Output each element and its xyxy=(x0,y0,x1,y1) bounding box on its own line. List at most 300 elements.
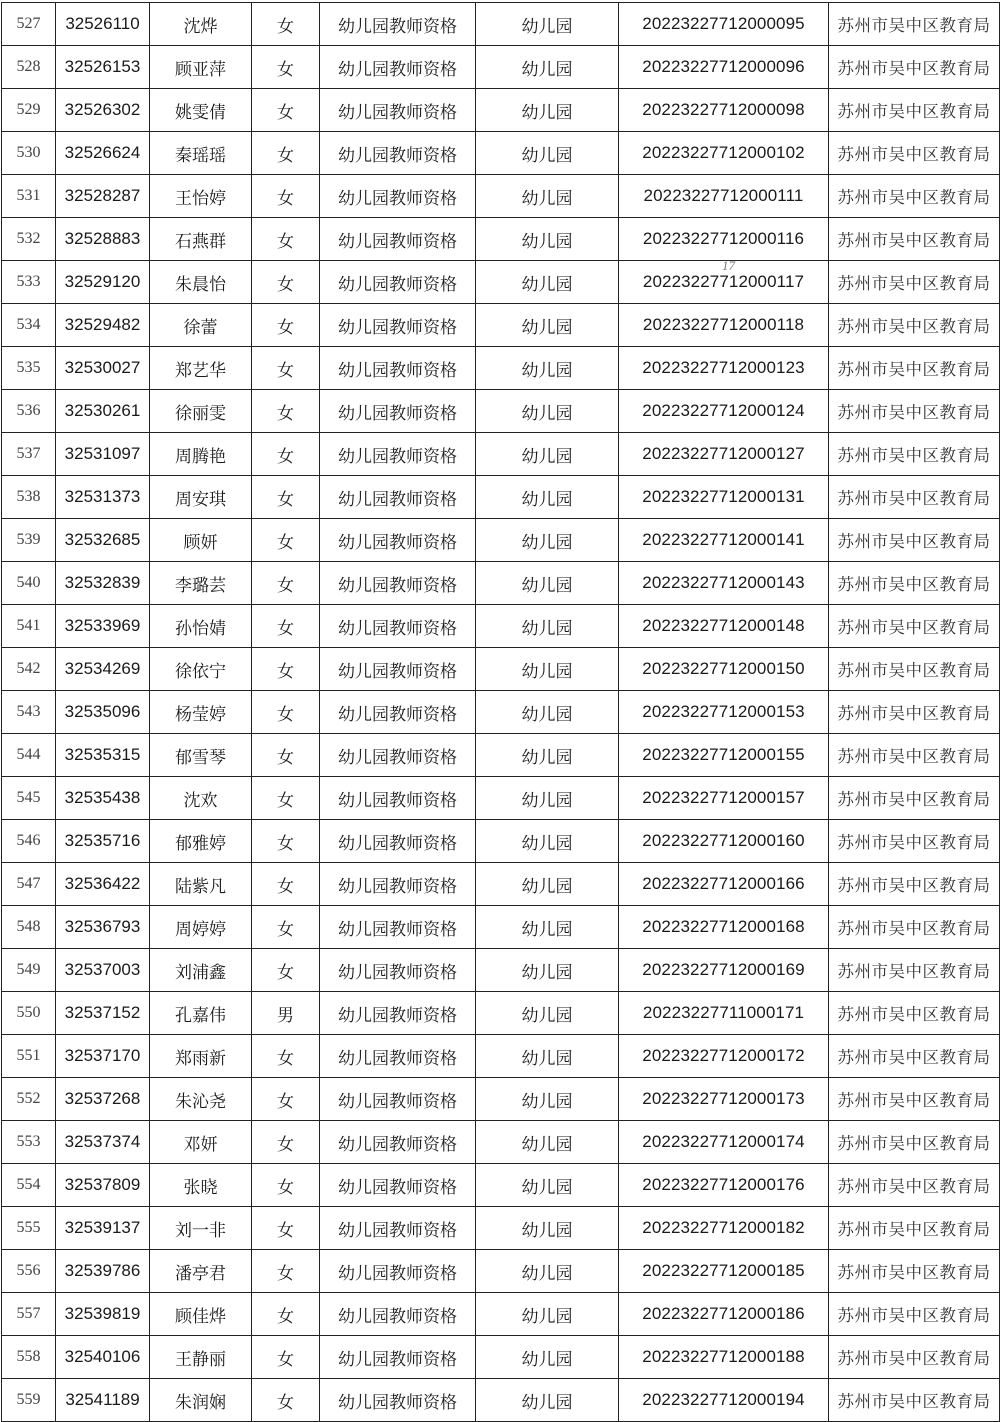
cell-cert-number: 20223227712000098 xyxy=(619,89,829,132)
cell-exam-number: 32528287 xyxy=(56,175,150,218)
cell-cert-number: 20223227712000157 xyxy=(619,777,829,820)
cell-seq: 551 xyxy=(2,1035,56,1078)
cell-gender: 女 xyxy=(252,1379,320,1422)
cell-name: 周腾艳 xyxy=(150,433,252,476)
cell-cert-number: 20223227712000173 xyxy=(619,1078,829,1121)
cell-name: 徐丽雯 xyxy=(150,390,252,433)
cell-cert-type: 幼儿园教师资格 xyxy=(320,175,476,218)
cell-issuing-org: 苏州市吴中区教育局 xyxy=(829,3,1000,46)
cell-exam-number: 32533969 xyxy=(56,605,150,648)
cell-name: 沈欢 xyxy=(150,777,252,820)
cell-cert-type: 幼儿园教师资格 xyxy=(320,734,476,777)
cell-cert-number: 20223227711000171 xyxy=(619,992,829,1035)
cell-name: 刘浦鑫 xyxy=(150,949,252,992)
cell-exam-number: 32529120 xyxy=(56,261,150,304)
cell-subject: 幼儿园 xyxy=(476,949,619,992)
cell-exam-number: 32537268 xyxy=(56,1078,150,1121)
table-body xyxy=(2,3,1000,1422)
cell-gender: 女 xyxy=(252,46,320,89)
cell-seq: 549 xyxy=(2,949,56,992)
cell-name: 王静丽 xyxy=(150,1336,252,1379)
cell-exam-number: 32539137 xyxy=(56,1207,150,1250)
cell-subject: 幼儿园 xyxy=(476,1379,619,1422)
cell-cert-type: 幼儿园教师资格 xyxy=(320,1121,476,1164)
table-row xyxy=(2,476,1000,519)
cell-subject: 幼儿园 xyxy=(476,1336,619,1379)
cell-seq: 535 xyxy=(2,347,56,390)
cell-exam-number: 32536422 xyxy=(56,863,150,906)
table-row xyxy=(2,433,1000,476)
cell-cert-type: 幼儿园教师资格 xyxy=(320,906,476,949)
cell-exam-number: 32535716 xyxy=(56,820,150,863)
cell-name: 张晓 xyxy=(150,1164,252,1207)
cell-name: 陆紫凡 xyxy=(150,863,252,906)
cell-subject: 幼儿园 xyxy=(476,1207,619,1250)
cell-gender: 女 xyxy=(252,304,320,347)
cell-seq: 532 xyxy=(2,218,56,261)
cell-cert-number: 20223227712000150 xyxy=(619,648,829,691)
cell-seq: 544 xyxy=(2,734,56,777)
cell-name: 邓妍 xyxy=(150,1121,252,1164)
cell-gender: 女 xyxy=(252,218,320,261)
cell-name: 顾亚萍 xyxy=(150,46,252,89)
cell-seq: 558 xyxy=(2,1336,56,1379)
cell-issuing-org: 苏州市吴中区教育局 xyxy=(829,734,1000,777)
cell-name: 孔嘉伟 xyxy=(150,992,252,1035)
cell-gender: 女 xyxy=(252,906,320,949)
cell-cert-number: 20223227712000182 xyxy=(619,1207,829,1250)
table-row xyxy=(2,777,1000,820)
cell-cert-type: 幼儿园教师资格 xyxy=(320,1336,476,1379)
cell-seq: 556 xyxy=(2,1250,56,1293)
cell-cert-number: 20223227712000141 xyxy=(619,519,829,562)
cell-cert-type: 幼儿园教师资格 xyxy=(320,218,476,261)
cell-name: 周婷婷 xyxy=(150,906,252,949)
cell-gender: 女 xyxy=(252,390,320,433)
cell-issuing-org: 苏州市吴中区教育局 xyxy=(829,1078,1000,1121)
cell-seq: 550 xyxy=(2,992,56,1035)
cell-cert-type: 幼儿园教师资格 xyxy=(320,648,476,691)
cell-name: 李璐芸 xyxy=(150,562,252,605)
cell-exam-number: 32535315 xyxy=(56,734,150,777)
cell-name: 朱沁尧 xyxy=(150,1078,252,1121)
cell-subject: 幼儿园 xyxy=(476,132,619,175)
cell-cert-type: 幼儿园教师资格 xyxy=(320,304,476,347)
cell-seq: 555 xyxy=(2,1207,56,1250)
cell-exam-number: 32532839 xyxy=(56,562,150,605)
cell-seq: 529 xyxy=(2,89,56,132)
cell-issuing-org: 苏州市吴中区教育局 xyxy=(829,1035,1000,1078)
cell-exam-number: 32537809 xyxy=(56,1164,150,1207)
teacher-certificate-table xyxy=(1,2,1000,1422)
cell-cert-number: 20223227712000172 xyxy=(619,1035,829,1078)
cell-name: 郁雪琴 xyxy=(150,734,252,777)
cell-subject: 幼儿园 xyxy=(476,347,619,390)
cell-issuing-org: 苏州市吴中区教育局 xyxy=(829,648,1000,691)
cell-seq: 539 xyxy=(2,519,56,562)
cell-seq: 531 xyxy=(2,175,56,218)
cell-cert-type: 幼儿园教师资格 xyxy=(320,605,476,648)
cell-issuing-org: 苏州市吴中区教育局 xyxy=(829,992,1000,1035)
cell-gender: 女 xyxy=(252,1293,320,1336)
cell-issuing-org: 苏州市吴中区教育局 xyxy=(829,1379,1000,1422)
cell-seq: 547 xyxy=(2,863,56,906)
cell-issuing-org: 苏州市吴中区教育局 xyxy=(829,1164,1000,1207)
cell-subject: 幼儿园 xyxy=(476,89,619,132)
cell-cert-type: 幼儿园教师资格 xyxy=(320,347,476,390)
cell-name: 刘一非 xyxy=(150,1207,252,1250)
cell-subject: 幼儿园 xyxy=(476,777,619,820)
table-row xyxy=(2,691,1000,734)
cell-exam-number: 32541189 xyxy=(56,1379,150,1422)
table-row xyxy=(2,3,1000,46)
cell-exam-number: 32530261 xyxy=(56,390,150,433)
cell-cert-number: 20223227712000131 xyxy=(619,476,829,519)
cell-issuing-org: 苏州市吴中区教育局 xyxy=(829,218,1000,261)
cell-gender: 女 xyxy=(252,132,320,175)
table-row xyxy=(2,906,1000,949)
cell-cert-type: 幼儿园教师资格 xyxy=(320,1035,476,1078)
cell-name: 姚雯倩 xyxy=(150,89,252,132)
cell-gender: 女 xyxy=(252,1207,320,1250)
table-row xyxy=(2,605,1000,648)
cell-subject: 幼儿园 xyxy=(476,476,619,519)
cell-exam-number: 32537003 xyxy=(56,949,150,992)
cell-subject: 幼儿园 xyxy=(476,906,619,949)
cell-cert-type: 幼儿园教师资格 xyxy=(320,46,476,89)
cell-gender: 女 xyxy=(252,562,320,605)
cell-issuing-org: 苏州市吴中区教育局 xyxy=(829,304,1000,347)
cell-gender: 女 xyxy=(252,691,320,734)
cell-name: 王怡婷 xyxy=(150,175,252,218)
table-row xyxy=(2,734,1000,777)
cell-gender: 女 xyxy=(252,175,320,218)
cell-gender: 女 xyxy=(252,347,320,390)
cell-exam-number: 32532685 xyxy=(56,519,150,562)
cell-cert-number: 20223227712000116 xyxy=(619,218,829,261)
table-row xyxy=(2,175,1000,218)
cell-subject: 幼儿园 xyxy=(476,519,619,562)
table-row xyxy=(2,1078,1000,1121)
table-row xyxy=(2,1250,1000,1293)
cell-cert-type: 幼儿园教师资格 xyxy=(320,89,476,132)
cell-cert-number: 20223227712000118 xyxy=(619,304,829,347)
cell-name: 潘亭君 xyxy=(150,1250,252,1293)
cell-exam-number: 32529482 xyxy=(56,304,150,347)
cell-seq: 559 xyxy=(2,1379,56,1422)
cell-cert-type: 幼儿园教师资格 xyxy=(320,691,476,734)
cell-cert-type: 幼儿园教师资格 xyxy=(320,519,476,562)
cell-cert-number: 20223227712000194 xyxy=(619,1379,829,1422)
cell-cert-type: 幼儿园教师资格 xyxy=(320,992,476,1035)
cell-gender: 女 xyxy=(252,89,320,132)
cell-seq: 548 xyxy=(2,906,56,949)
cell-exam-number: 32531097 xyxy=(56,433,150,476)
cell-issuing-org: 苏州市吴中区教育局 xyxy=(829,1293,1000,1336)
cell-issuing-org: 苏州市吴中区教育局 xyxy=(829,89,1000,132)
cell-cert-number: 20223227712000153 xyxy=(619,691,829,734)
cell-subject: 幼儿园 xyxy=(476,1035,619,1078)
cell-gender: 女 xyxy=(252,1078,320,1121)
cell-exam-number: 32535438 xyxy=(56,777,150,820)
cell-gender: 女 xyxy=(252,1250,320,1293)
cell-name: 郑雨新 xyxy=(150,1035,252,1078)
cell-cert-number: 20223227712000166 xyxy=(619,863,829,906)
cell-gender: 女 xyxy=(252,476,320,519)
cell-issuing-org: 苏州市吴中区教育局 xyxy=(829,46,1000,89)
cell-subject: 幼儿园 xyxy=(476,304,619,347)
cell-seq: 527 xyxy=(2,3,56,46)
cell-seq: 545 xyxy=(2,777,56,820)
cell-seq: 554 xyxy=(2,1164,56,1207)
page-number-mark: 17 xyxy=(722,258,735,273)
cell-seq: 528 xyxy=(2,46,56,89)
table-row xyxy=(2,347,1000,390)
cell-seq: 546 xyxy=(2,820,56,863)
cell-cert-number: 20223227712000095 xyxy=(619,3,829,46)
cell-name: 徐蕾 xyxy=(150,304,252,347)
cell-seq: 553 xyxy=(2,1121,56,1164)
cell-name: 周安琪 xyxy=(150,476,252,519)
cell-exam-number: 32536793 xyxy=(56,906,150,949)
cell-cert-type: 幼儿园教师资格 xyxy=(320,1293,476,1336)
cell-cert-number: 20223227712000143 xyxy=(619,562,829,605)
cell-gender: 女 xyxy=(252,1336,320,1379)
cell-subject: 幼儿园 xyxy=(476,1164,619,1207)
cell-gender: 女 xyxy=(252,519,320,562)
cell-gender: 女 xyxy=(252,261,320,304)
cell-gender: 女 xyxy=(252,3,320,46)
table-row xyxy=(2,1121,1000,1164)
cell-exam-number: 32531373 xyxy=(56,476,150,519)
cell-subject: 幼儿园 xyxy=(476,1250,619,1293)
table-row xyxy=(2,1336,1000,1379)
cell-subject: 幼儿园 xyxy=(476,691,619,734)
cell-cert-number: 20223227712000096 xyxy=(619,46,829,89)
cell-issuing-org: 苏州市吴中区教育局 xyxy=(829,132,1000,175)
cell-issuing-org: 苏州市吴中区教育局 xyxy=(829,562,1000,605)
cell-issuing-org: 苏州市吴中区教育局 xyxy=(829,863,1000,906)
table-row xyxy=(2,820,1000,863)
cell-name: 朱润娴 xyxy=(150,1379,252,1422)
cell-exam-number: 32526302 xyxy=(56,89,150,132)
cell-issuing-org: 苏州市吴中区教育局 xyxy=(829,691,1000,734)
cell-cert-number: 20223227712000124 xyxy=(619,390,829,433)
cell-exam-number: 32537152 xyxy=(56,992,150,1035)
table-row xyxy=(2,648,1000,691)
cell-cert-type: 幼儿园教师资格 xyxy=(320,1250,476,1293)
cell-issuing-org: 苏州市吴中区教育局 xyxy=(829,820,1000,863)
table-row xyxy=(2,218,1000,261)
cell-exam-number: 32534269 xyxy=(56,648,150,691)
table-row xyxy=(2,46,1000,89)
cell-subject: 幼儿园 xyxy=(476,433,619,476)
cell-name: 石燕群 xyxy=(150,218,252,261)
cell-exam-number: 32528883 xyxy=(56,218,150,261)
cell-name: 顾妍 xyxy=(150,519,252,562)
cell-cert-type: 幼儿园教师资格 xyxy=(320,390,476,433)
cell-subject: 幼儿园 xyxy=(476,175,619,218)
cell-subject: 幼儿园 xyxy=(476,605,619,648)
cell-seq: 536 xyxy=(2,390,56,433)
cell-name: 秦瑶瑶 xyxy=(150,132,252,175)
cell-cert-type: 幼儿园教师资格 xyxy=(320,562,476,605)
cell-cert-number: 20223227712000123 xyxy=(619,347,829,390)
cell-seq: 543 xyxy=(2,691,56,734)
cell-seq: 552 xyxy=(2,1078,56,1121)
cell-gender: 女 xyxy=(252,1121,320,1164)
cell-cert-type: 幼儿园教师资格 xyxy=(320,1164,476,1207)
table-row xyxy=(2,261,1000,304)
cell-seq: 540 xyxy=(2,562,56,605)
cell-cert-type: 幼儿园教师资格 xyxy=(320,1078,476,1121)
table-row xyxy=(2,304,1000,347)
cell-subject: 幼儿园 xyxy=(476,390,619,433)
cell-cert-type: 幼儿园教师资格 xyxy=(320,863,476,906)
cell-issuing-org: 苏州市吴中区教育局 xyxy=(829,1336,1000,1379)
table-row xyxy=(2,1379,1000,1422)
cell-subject: 幼儿园 xyxy=(476,1293,619,1336)
cell-subject: 幼儿园 xyxy=(476,863,619,906)
cell-name: 朱晨怡 xyxy=(150,261,252,304)
cell-cert-type: 幼儿园教师资格 xyxy=(320,3,476,46)
cell-exam-number: 32535096 xyxy=(56,691,150,734)
cell-cert-number: 20223227712000186 xyxy=(619,1293,829,1336)
cell-seq: 537 xyxy=(2,433,56,476)
cell-cert-number: 20223227712000188 xyxy=(619,1336,829,1379)
cell-issuing-org: 苏州市吴中区教育局 xyxy=(829,1250,1000,1293)
cell-gender: 女 xyxy=(252,433,320,476)
cell-issuing-org: 苏州市吴中区教育局 xyxy=(829,433,1000,476)
cell-seq: 542 xyxy=(2,648,56,691)
cell-gender: 男 xyxy=(252,992,320,1035)
cell-gender: 女 xyxy=(252,820,320,863)
cell-exam-number: 32526624 xyxy=(56,132,150,175)
cell-name: 孙怡婧 xyxy=(150,605,252,648)
cell-gender: 女 xyxy=(252,863,320,906)
table-row xyxy=(2,1035,1000,1078)
table-row xyxy=(2,1293,1000,1336)
cell-subject: 幼儿园 xyxy=(476,218,619,261)
cell-seq: 538 xyxy=(2,476,56,519)
cell-issuing-org: 苏州市吴中区教育局 xyxy=(829,1207,1000,1250)
cell-cert-number: 20223227712000160 xyxy=(619,820,829,863)
cell-issuing-org: 苏州市吴中区教育局 xyxy=(829,1121,1000,1164)
table-row xyxy=(2,992,1000,1035)
cell-gender: 女 xyxy=(252,777,320,820)
cell-seq: 541 xyxy=(2,605,56,648)
cell-cert-number: 20223227712000102 xyxy=(619,132,829,175)
cell-cert-type: 幼儿园教师资格 xyxy=(320,433,476,476)
cell-cert-number: 20223227712000155 xyxy=(619,734,829,777)
cell-gender: 女 xyxy=(252,1164,320,1207)
cell-cert-number: 20223227712000176 xyxy=(619,1164,829,1207)
cell-cert-type: 幼儿园教师资格 xyxy=(320,1379,476,1422)
cell-gender: 女 xyxy=(252,648,320,691)
cell-gender: 女 xyxy=(252,949,320,992)
cell-cert-type: 幼儿园教师资格 xyxy=(320,777,476,820)
table-row xyxy=(2,132,1000,175)
cell-issuing-org: 苏州市吴中区教育局 xyxy=(829,605,1000,648)
cell-name: 沈烨 xyxy=(150,3,252,46)
cell-issuing-org: 苏州市吴中区教育局 xyxy=(829,390,1000,433)
cell-cert-number: 20223227712000111 xyxy=(619,175,829,218)
cell-subject: 幼儿园 xyxy=(476,261,619,304)
cell-exam-number: 32530027 xyxy=(56,347,150,390)
cell-gender: 女 xyxy=(252,734,320,777)
cell-issuing-org: 苏州市吴中区教育局 xyxy=(829,906,1000,949)
cell-cert-type: 幼儿园教师资格 xyxy=(320,1207,476,1250)
cell-cert-number: 20223227712000185 xyxy=(619,1250,829,1293)
cell-cert-number: 20223227712000169 xyxy=(619,949,829,992)
cell-exam-number: 32540106 xyxy=(56,1336,150,1379)
table-row xyxy=(2,1164,1000,1207)
cell-name: 徐依宁 xyxy=(150,648,252,691)
cell-seq: 533 xyxy=(2,261,56,304)
cell-seq: 557 xyxy=(2,1293,56,1336)
cell-exam-number: 32537170 xyxy=(56,1035,150,1078)
table-row xyxy=(2,519,1000,562)
cell-issuing-org: 苏州市吴中区教育局 xyxy=(829,777,1000,820)
cell-issuing-org: 苏州市吴中区教育局 xyxy=(829,175,1000,218)
cell-issuing-org: 苏州市吴中区教育局 xyxy=(829,949,1000,992)
cell-subject: 幼儿园 xyxy=(476,3,619,46)
cell-cert-number: 20223227712000127 xyxy=(619,433,829,476)
cell-gender: 女 xyxy=(252,1035,320,1078)
cell-gender: 女 xyxy=(252,605,320,648)
cell-subject: 幼儿园 xyxy=(476,1078,619,1121)
table-row xyxy=(2,949,1000,992)
table-row xyxy=(2,863,1000,906)
cell-subject: 幼儿园 xyxy=(476,734,619,777)
cell-cert-type: 幼儿园教师资格 xyxy=(320,820,476,863)
cell-name: 郁雅婷 xyxy=(150,820,252,863)
cell-issuing-org: 苏州市吴中区教育局 xyxy=(829,519,1000,562)
cell-exam-number: 32526153 xyxy=(56,46,150,89)
cell-name: 郑艺华 xyxy=(150,347,252,390)
cell-seq: 530 xyxy=(2,132,56,175)
table-row xyxy=(2,89,1000,132)
cell-issuing-org: 苏州市吴中区教育局 xyxy=(829,261,1000,304)
cell-subject: 幼儿园 xyxy=(476,992,619,1035)
cell-cert-type: 幼儿园教师资格 xyxy=(320,476,476,519)
table-row xyxy=(2,562,1000,605)
cell-seq: 534 xyxy=(2,304,56,347)
cell-exam-number: 32539786 xyxy=(56,1250,150,1293)
cell-issuing-org: 苏州市吴中区教育局 xyxy=(829,347,1000,390)
table-row xyxy=(2,390,1000,433)
cell-cert-type: 幼儿园教师资格 xyxy=(320,949,476,992)
cell-cert-number: 20223227712000148 xyxy=(619,605,829,648)
cell-name: 顾佳烨 xyxy=(150,1293,252,1336)
cell-subject: 幼儿园 xyxy=(476,820,619,863)
cell-subject: 幼儿园 xyxy=(476,648,619,691)
cell-exam-number: 32537374 xyxy=(56,1121,150,1164)
cell-subject: 幼儿园 xyxy=(476,1121,619,1164)
cell-cert-type: 幼儿园教师资格 xyxy=(320,261,476,304)
cell-cert-number: 20223227712000117 xyxy=(619,261,829,304)
cell-cert-type: 幼儿园教师资格 xyxy=(320,132,476,175)
cell-cert-number: 20223227712000168 xyxy=(619,906,829,949)
cell-issuing-org: 苏州市吴中区教育局 xyxy=(829,476,1000,519)
cell-subject: 幼儿园 xyxy=(476,562,619,605)
cell-cert-number: 20223227712000174 xyxy=(619,1121,829,1164)
cell-exam-number: 32539819 xyxy=(56,1293,150,1336)
cell-name: 杨莹婷 xyxy=(150,691,252,734)
table-row xyxy=(2,1207,1000,1250)
cell-subject: 幼儿园 xyxy=(476,46,619,89)
cell-exam-number: 32526110 xyxy=(56,3,150,46)
